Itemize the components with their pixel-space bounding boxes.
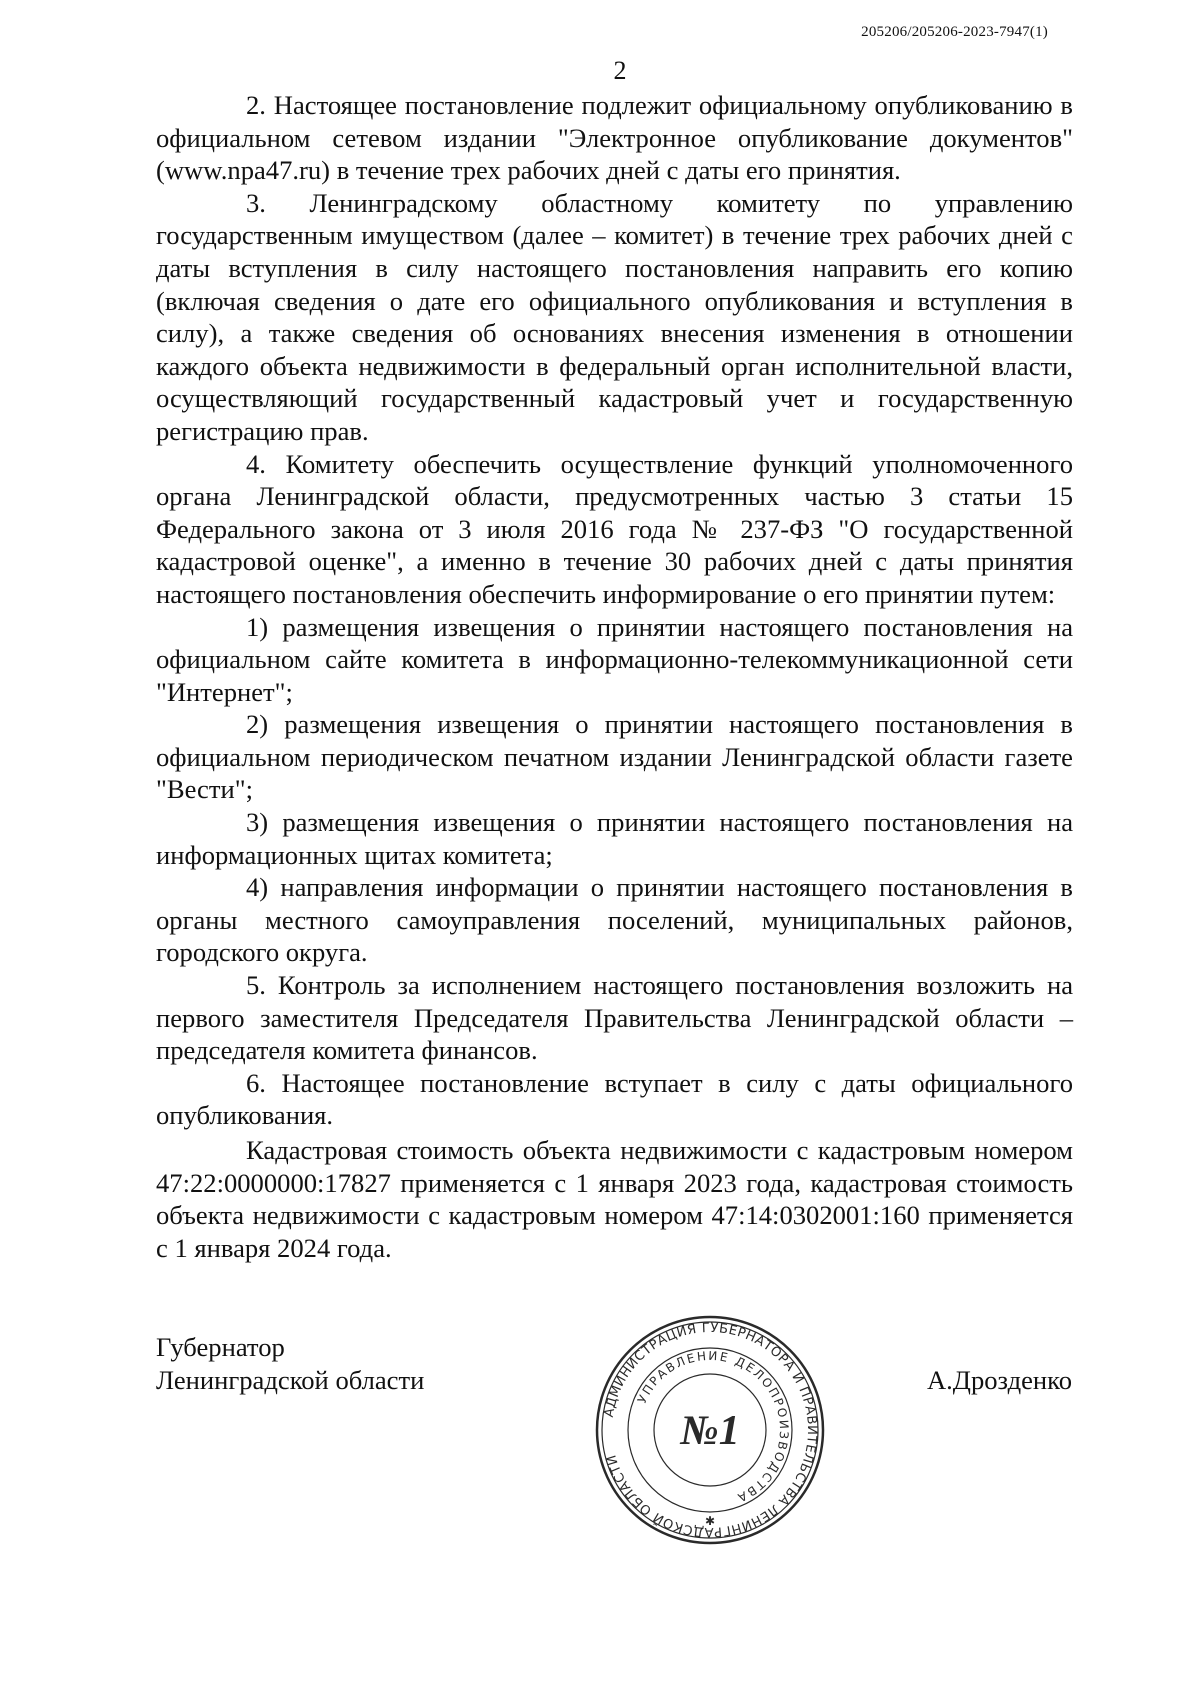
signatory-name: А.Дрозденко	[926, 1365, 1072, 1395]
paragraph-control: 5. Контроль за исполнением настоящего постановления возложить на первого заместителя Председателя Правительства Ленинградской области – председателя комитета финансов.	[156, 970, 1073, 1066]
seal-graphic	[590, 1310, 830, 1550]
list-item-newspaper: 2) размещения извещения о принятии настоящего постановления в официальном периодическом печатном издании Ленинградской области газете "Вести";	[156, 709, 1073, 805]
official-seal	[590, 1310, 830, 1550]
svg-text:✱: ✱	[704, 1514, 716, 1528]
list-item-local-authorities: 4) направления информации о принятии настоящего постановления в органы местного самоуправления поселений, муниципальных районов, городского округа.	[156, 872, 1073, 968]
signatory-title-line2: Ленинградской области	[156, 1364, 425, 1395]
paragraph-committee-copy: 3. Ленинградскому областному комитету по управлению государственным имуществом (далее – комитет) в течение трех рабочих дней с даты вступления в силу настоящего постановления направить его копию (включая сведения о дате его официального опубликования и вступления в силу), а также сведения об основаниях внесения изменения в отношении каждого объекта недвижимости в федеральный орган исполнительной власти, осуществляющий государственный кадастровый учет и государственную регистрацию прав.	[156, 187, 1073, 446]
svg-text:№1: №1	[680, 1408, 740, 1454]
signatory-title	[156, 1331, 424, 1396]
paragraph-effective-date: 6. Настоящее постановление вступает в силу с даты официального опубликования.	[156, 1067, 1073, 1131]
paragraph-publication: 2. Настоящее постановление подлежит официальному опубликованию в официальном сетевом издании "Электронное опубликование документов" (www.npa47.ru) в течение трех рабочих дней с даты его принятия.	[156, 90, 1073, 186]
svg-text:УПРАВЛЕНИЕ ДЕЛОПРОИЗВОДСТВА: УПРАВЛЕНИЕ ДЕЛОПРОИЗВОДСТВА	[634, 1348, 792, 1506]
paragraph-cadastral-note: Кадастровая стоимость объекта недвижимости с кадастровым номером 47:22:0000000:17827 применяется с 1 января 2023 года, кадастровая стоимость объекта недвижимости с кадастровым номером 47:14:0302001:160 применяется с 1 января 2024 года.	[156, 1135, 1073, 1263]
document-body	[156, 89, 1073, 1264]
list-item-boards: 3) размещения извещения о принятии настоящего постановления на информационных щитах комитета;	[156, 807, 1073, 870]
page-number: 2	[613, 56, 627, 85]
paragraph-informing: 4. Комитету обеспечить осуществление функций уполномоченного органа Ленинградской области, предусмотренных частью 3 статьи 15 Федерального закона от 3 июля 2016 года № 237-ФЗ "О государственной кадастровой оценке", а именно в течение 30 рабочих дней с даты принятия настоящего постановления обеспечить информирование о его принятии путем:	[156, 448, 1073, 609]
list-item-website: 1) размещения извещения о принятии настоящего постановления на официальном сайте комитета в информационно-телекоммуникационной сети "Интернет";	[156, 611, 1073, 707]
svg-text:АДМИНИСТРАЦИЯ ГУБЕРНАТОРА И ПР: АДМИНИСТРАЦИЯ ГУБЕРНАТОРА И ПРАВИТЕЛЬСТВА ЛЕНИНГРАДСКОЙ ОБЛАСТИ	[601, 1320, 820, 1540]
signatory-title-line1: Губернатор	[156, 1332, 285, 1362]
document-id: 205206/205206-2023-7947(1)	[861, 24, 1048, 40]
